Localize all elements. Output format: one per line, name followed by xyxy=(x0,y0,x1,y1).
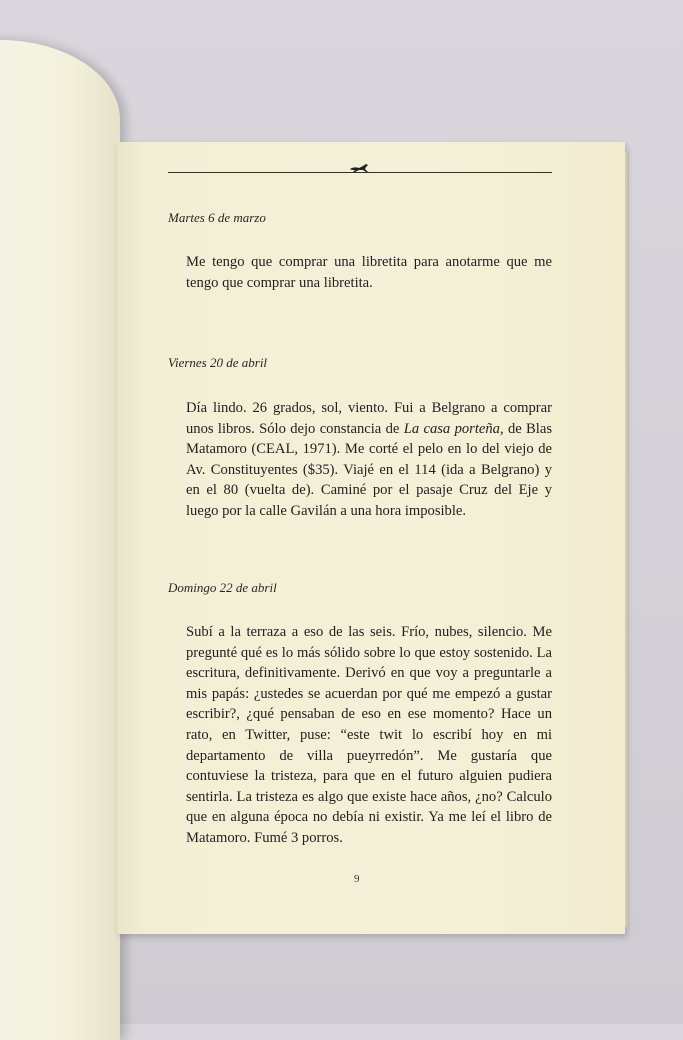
entry-body-2 xyxy=(186,398,552,522)
page-edge xyxy=(625,152,629,927)
entry-body-1: Me tengo que comprar una libretita para anotarme que me tengo que comprar una libretita. xyxy=(186,254,552,291)
left-page xyxy=(0,40,120,1040)
entry-body-2-text-a: Día lindo. 26 grados, sol, viento. Fui a Belgrano a comprar unos libros. Sólo dejo constancia de xyxy=(186,400,552,437)
page-number: 9 xyxy=(354,873,360,885)
entry-heading-1: Martes 6 de marzo xyxy=(168,210,266,225)
entry-heading-2: Viernes 20 de abril xyxy=(168,355,268,370)
entry-body-2-text-b: , de Blas Matamoro (CEAL, 1971). Me corté el pelo en lo del viejo de Av. Constituyentes ($35). Viajé en el 114 (ida a Belgrano) y en el 80 (vuelta de). Caminé por el pasaje Cruz del Eje y luego por la calle Gavilán a una hora imposible. xyxy=(186,420,553,519)
entry-heading-3: Domingo 22 de abril xyxy=(168,580,277,595)
horse-icon xyxy=(349,163,371,173)
book-title: La casa porteña xyxy=(403,420,500,437)
entry-body-3: Subí a la terraza a eso de las seis. Frío, nubes, silencio. Me pregunté qué es lo más sólido sobre lo que estoy sostenido. La escritura, definitivamente. Derivó en que voy a preguntarle a mis papás: ¿ustedes se acuerdan por qué me empezó a gustar escribir?, ¿qué pensaban de eso en ese momento? Hace un rato, en Twitter, puse: “este twit lo escribí hoy en mi departamento de villa pueyrredón”. Me gustaría que contuviese la tristeza, para que en el futuro alguien pudiera sentirla. La tristeza es algo que existe hace años, ¿no? Calculo que en alguna época no debía ni existir. Ya me leí el libro de Matamoro. Fumé 3 porros. xyxy=(186,624,552,846)
